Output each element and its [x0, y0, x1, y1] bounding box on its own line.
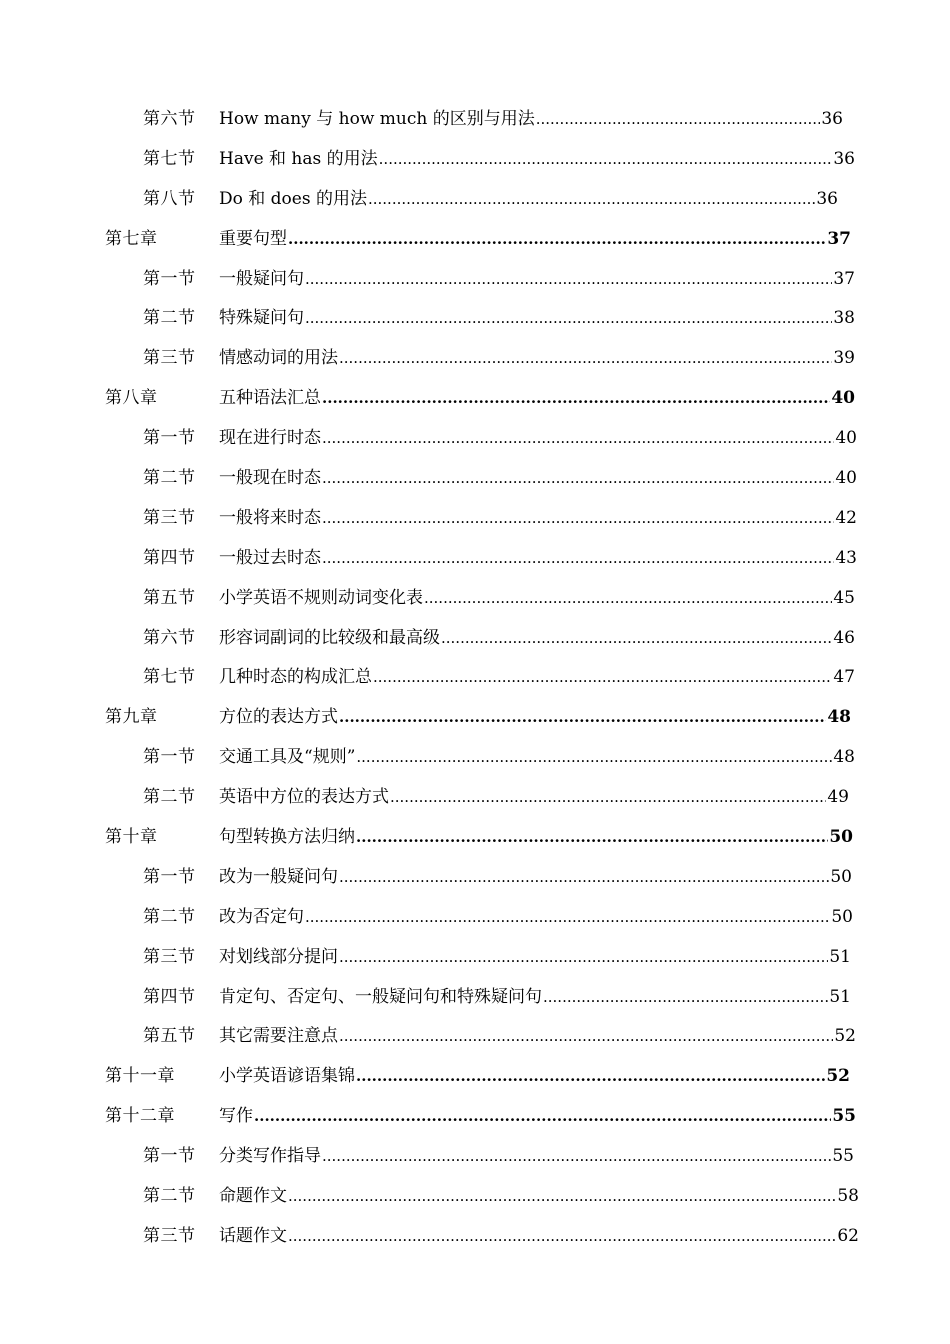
toc-entry: [219, 303, 855, 327]
section-number: 第二节: [143, 308, 196, 329]
chapter-number: 第十二章: [105, 1106, 175, 1127]
page-number: 48: [827, 707, 851, 728]
toc-entry: [219, 383, 855, 407]
page-number: 55: [832, 1106, 856, 1127]
toc-chapter-row[interactable]: [0, 1093, 950, 1133]
section-title: Do 和 does 的用法: [219, 188, 367, 209]
toc-entry: [219, 543, 857, 567]
page-number: 50: [829, 827, 853, 848]
toc-entry: [219, 1021, 856, 1045]
section-title: 话题作文: [219, 1225, 287, 1246]
dot-leader: [339, 868, 829, 886]
section-title: 肯定句、否定句、一般疑问句和特殊疑问句: [219, 986, 542, 1007]
dot-leader: [339, 349, 832, 367]
toc-section-row[interactable]: [0, 176, 950, 216]
page-number: 47: [833, 667, 855, 688]
toc-entry: [219, 1141, 854, 1165]
dot-leader: [254, 1107, 831, 1125]
toc-section-row[interactable]: [0, 136, 950, 176]
toc-entry: [219, 782, 849, 806]
dot-leader: [368, 190, 815, 208]
section-title: 几种时态的构成汇总: [219, 667, 372, 688]
page-number: 39: [833, 348, 855, 369]
toc-section-row[interactable]: [0, 335, 950, 375]
page-number: 52: [826, 1066, 850, 1087]
toc-section-row[interactable]: [0, 256, 950, 296]
dot-leader: [390, 788, 826, 806]
chapter-title: 写作: [219, 1106, 253, 1127]
page-number: 37: [827, 228, 851, 249]
toc-section-row[interactable]: [0, 1133, 950, 1173]
page-number: 55: [832, 1146, 854, 1167]
section-number: 第二节: [143, 906, 196, 927]
toc-entry: [219, 702, 851, 726]
section-number: 第七节: [143, 148, 196, 169]
section-number: 第四节: [143, 547, 196, 568]
section-number: 第五节: [143, 587, 196, 608]
chapter-number: 第十章: [105, 827, 158, 848]
page-number: 58: [837, 1186, 859, 1207]
toc-entry: [219, 982, 851, 1006]
toc-entry: [219, 942, 851, 966]
toc-section-row[interactable]: [0, 774, 950, 814]
page-number: 51: [829, 986, 851, 1007]
page-number: 48: [833, 747, 855, 768]
page-number: 37: [833, 268, 855, 289]
page-number: 40: [835, 468, 857, 489]
section-number: 第二节: [143, 468, 196, 489]
toc-section-row[interactable]: [0, 1173, 950, 1213]
toc-section-row[interactable]: [0, 455, 950, 495]
toc-entry: [219, 104, 843, 128]
toc-entry: [219, 343, 855, 367]
dot-leader: [373, 668, 832, 686]
toc-section-row[interactable]: [0, 575, 950, 615]
dot-leader: [322, 389, 830, 407]
section-title: 特殊疑问句: [219, 308, 304, 329]
section-number: 第三节: [143, 1225, 196, 1246]
section-number: 第六节: [143, 109, 196, 129]
section-title: 交通工具及“规则”: [219, 747, 356, 768]
dot-leader: [305, 908, 830, 926]
page-number: 36: [833, 148, 855, 169]
section-title: 改为一般疑问句: [219, 866, 338, 887]
section-title: 一般现在时态: [219, 468, 321, 489]
toc-section-row[interactable]: [0, 1013, 950, 1053]
toc-entry: [219, 662, 855, 686]
page-number: 40: [831, 388, 855, 409]
dot-leader: [288, 230, 826, 248]
toc-chapter-row[interactable]: [0, 814, 950, 854]
section-number: 第二节: [143, 1186, 196, 1207]
dot-leader: [543, 988, 828, 1006]
section-title: 小学英语不规则动词变化表: [219, 587, 423, 608]
chapter-title: 小学英语谚语集锦: [219, 1066, 355, 1087]
section-title: 形容词副词的比较级和最高级: [219, 627, 440, 648]
dot-leader: [536, 110, 821, 128]
section-title: Have 和 has 的用法: [219, 148, 378, 169]
toc-section-row[interactable]: [0, 734, 950, 774]
toc-entry: [219, 184, 838, 208]
toc-entry: [219, 583, 855, 607]
dot-leader: [322, 429, 834, 447]
toc-entry: [219, 862, 852, 886]
section-number: 第八节: [143, 188, 196, 209]
page-number: 50: [830, 866, 852, 887]
toc-section-row[interactable]: [0, 535, 950, 575]
page-number: 46: [833, 627, 855, 648]
toc-chapter-row[interactable]: [0, 375, 950, 415]
chapter-number: 第八章: [105, 388, 158, 409]
section-title: 命题作文: [219, 1186, 287, 1207]
section-title: 情感动词的用法: [219, 348, 338, 369]
toc-entry: [219, 1061, 850, 1085]
toc-section-row[interactable]: [0, 415, 950, 455]
toc-entry: [219, 1101, 856, 1125]
chapter-title: 重要句型: [219, 228, 287, 249]
chapter-title: 五种语法汇总: [219, 388, 321, 409]
toc-section-row[interactable]: [0, 934, 950, 974]
toc-chapter-row[interactable]: [0, 216, 950, 256]
toc-entry: [219, 423, 857, 447]
section-number: 第五节: [143, 1026, 196, 1047]
dot-leader: [288, 1227, 836, 1245]
section-number: 第一节: [143, 747, 196, 768]
page-number: 52: [834, 1026, 856, 1047]
dot-leader: [424, 589, 832, 607]
chapter-number: 第十一章: [105, 1066, 175, 1087]
section-number: 第三节: [143, 946, 196, 967]
toc-entry: [219, 902, 853, 926]
section-title: 一般疑问句: [219, 268, 304, 289]
section-number: 第三节: [143, 348, 196, 369]
section-title: How many 与 how much 的区别与用法: [219, 109, 535, 129]
toc-section-row[interactable]: [0, 295, 950, 335]
page-number: 40: [835, 428, 857, 449]
dot-leader: [305, 309, 832, 327]
section-title: 一般将来时态: [219, 507, 321, 528]
page-number: 62: [837, 1225, 859, 1246]
toc-entry: [219, 623, 855, 647]
dot-leader: [305, 270, 832, 288]
section-number: 第六节: [143, 627, 196, 648]
section-title: 一般过去时态: [219, 547, 321, 568]
toc-entry: [219, 144, 855, 168]
dot-leader: [322, 469, 834, 487]
section-title: 改为否定句: [219, 906, 304, 927]
dot-leader: [339, 708, 826, 726]
section-number: 第一节: [143, 1146, 196, 1167]
toc-section-row[interactable]: [0, 495, 950, 535]
page-number: 38: [833, 308, 855, 329]
section-title: 对划线部分提问: [219, 946, 338, 967]
toc-entry: [219, 822, 853, 846]
toc-chapter-row[interactable]: [0, 694, 950, 734]
page-number: 50: [831, 906, 853, 927]
toc-section-row[interactable]: [0, 96, 950, 136]
section-number: 第一节: [143, 268, 196, 289]
dot-leader: [356, 1067, 825, 1085]
toc-section-row[interactable]: [0, 974, 950, 1014]
dot-leader: [339, 948, 828, 966]
chapter-number: 第九章: [105, 707, 158, 728]
toc-entry: [219, 1221, 859, 1245]
toc-chapter-row[interactable]: [0, 1053, 950, 1093]
section-number: 第三节: [143, 507, 196, 528]
toc-entry: [219, 1181, 859, 1205]
toc-entry: [219, 224, 851, 248]
toc-entry: [219, 503, 857, 527]
chapter-title: 句型转换方法归纳: [219, 827, 355, 848]
dot-leader: [441, 629, 832, 647]
section-number: 第七节: [143, 667, 196, 688]
toc-section-row[interactable]: [0, 894, 950, 934]
dot-leader: [339, 1027, 833, 1045]
toc-section-row[interactable]: [0, 854, 950, 894]
toc-section-row[interactable]: [0, 615, 950, 655]
toc-entry: [219, 742, 855, 766]
page-number: 49: [827, 787, 849, 808]
section-title: 英语中方位的表达方式: [219, 787, 389, 808]
dot-leader: [288, 1187, 836, 1205]
toc-entry: [219, 463, 857, 487]
section-number: 第一节: [143, 866, 196, 887]
dot-leader: [322, 1147, 831, 1165]
dot-leader: [356, 748, 832, 766]
section-title: 其它需要注意点: [219, 1026, 338, 1047]
dot-leader: [322, 549, 834, 567]
section-number: 第二节: [143, 787, 196, 808]
toc-section-row[interactable]: [0, 1213, 950, 1253]
section-number: 第四节: [143, 986, 196, 1007]
page-number: 42: [835, 507, 857, 528]
page-number: 36: [821, 109, 843, 129]
table-of-contents: [0, 96, 950, 1253]
dot-leader: [356, 828, 828, 846]
page-number: 45: [833, 587, 855, 608]
section-number: 第一节: [143, 428, 196, 449]
page-number: 43: [835, 547, 857, 568]
dot-leader: [379, 150, 833, 168]
section-title: 分类写作指导: [219, 1146, 321, 1167]
section-title: 现在进行时态: [219, 428, 321, 449]
toc-section-row[interactable]: [0, 654, 950, 694]
dot-leader: [322, 509, 834, 527]
page-number: 51: [829, 946, 851, 967]
chapter-title: 方位的表达方式: [219, 707, 338, 728]
page-number: 36: [816, 188, 838, 209]
chapter-number: 第七章: [105, 228, 158, 249]
toc-entry: [219, 264, 855, 288]
